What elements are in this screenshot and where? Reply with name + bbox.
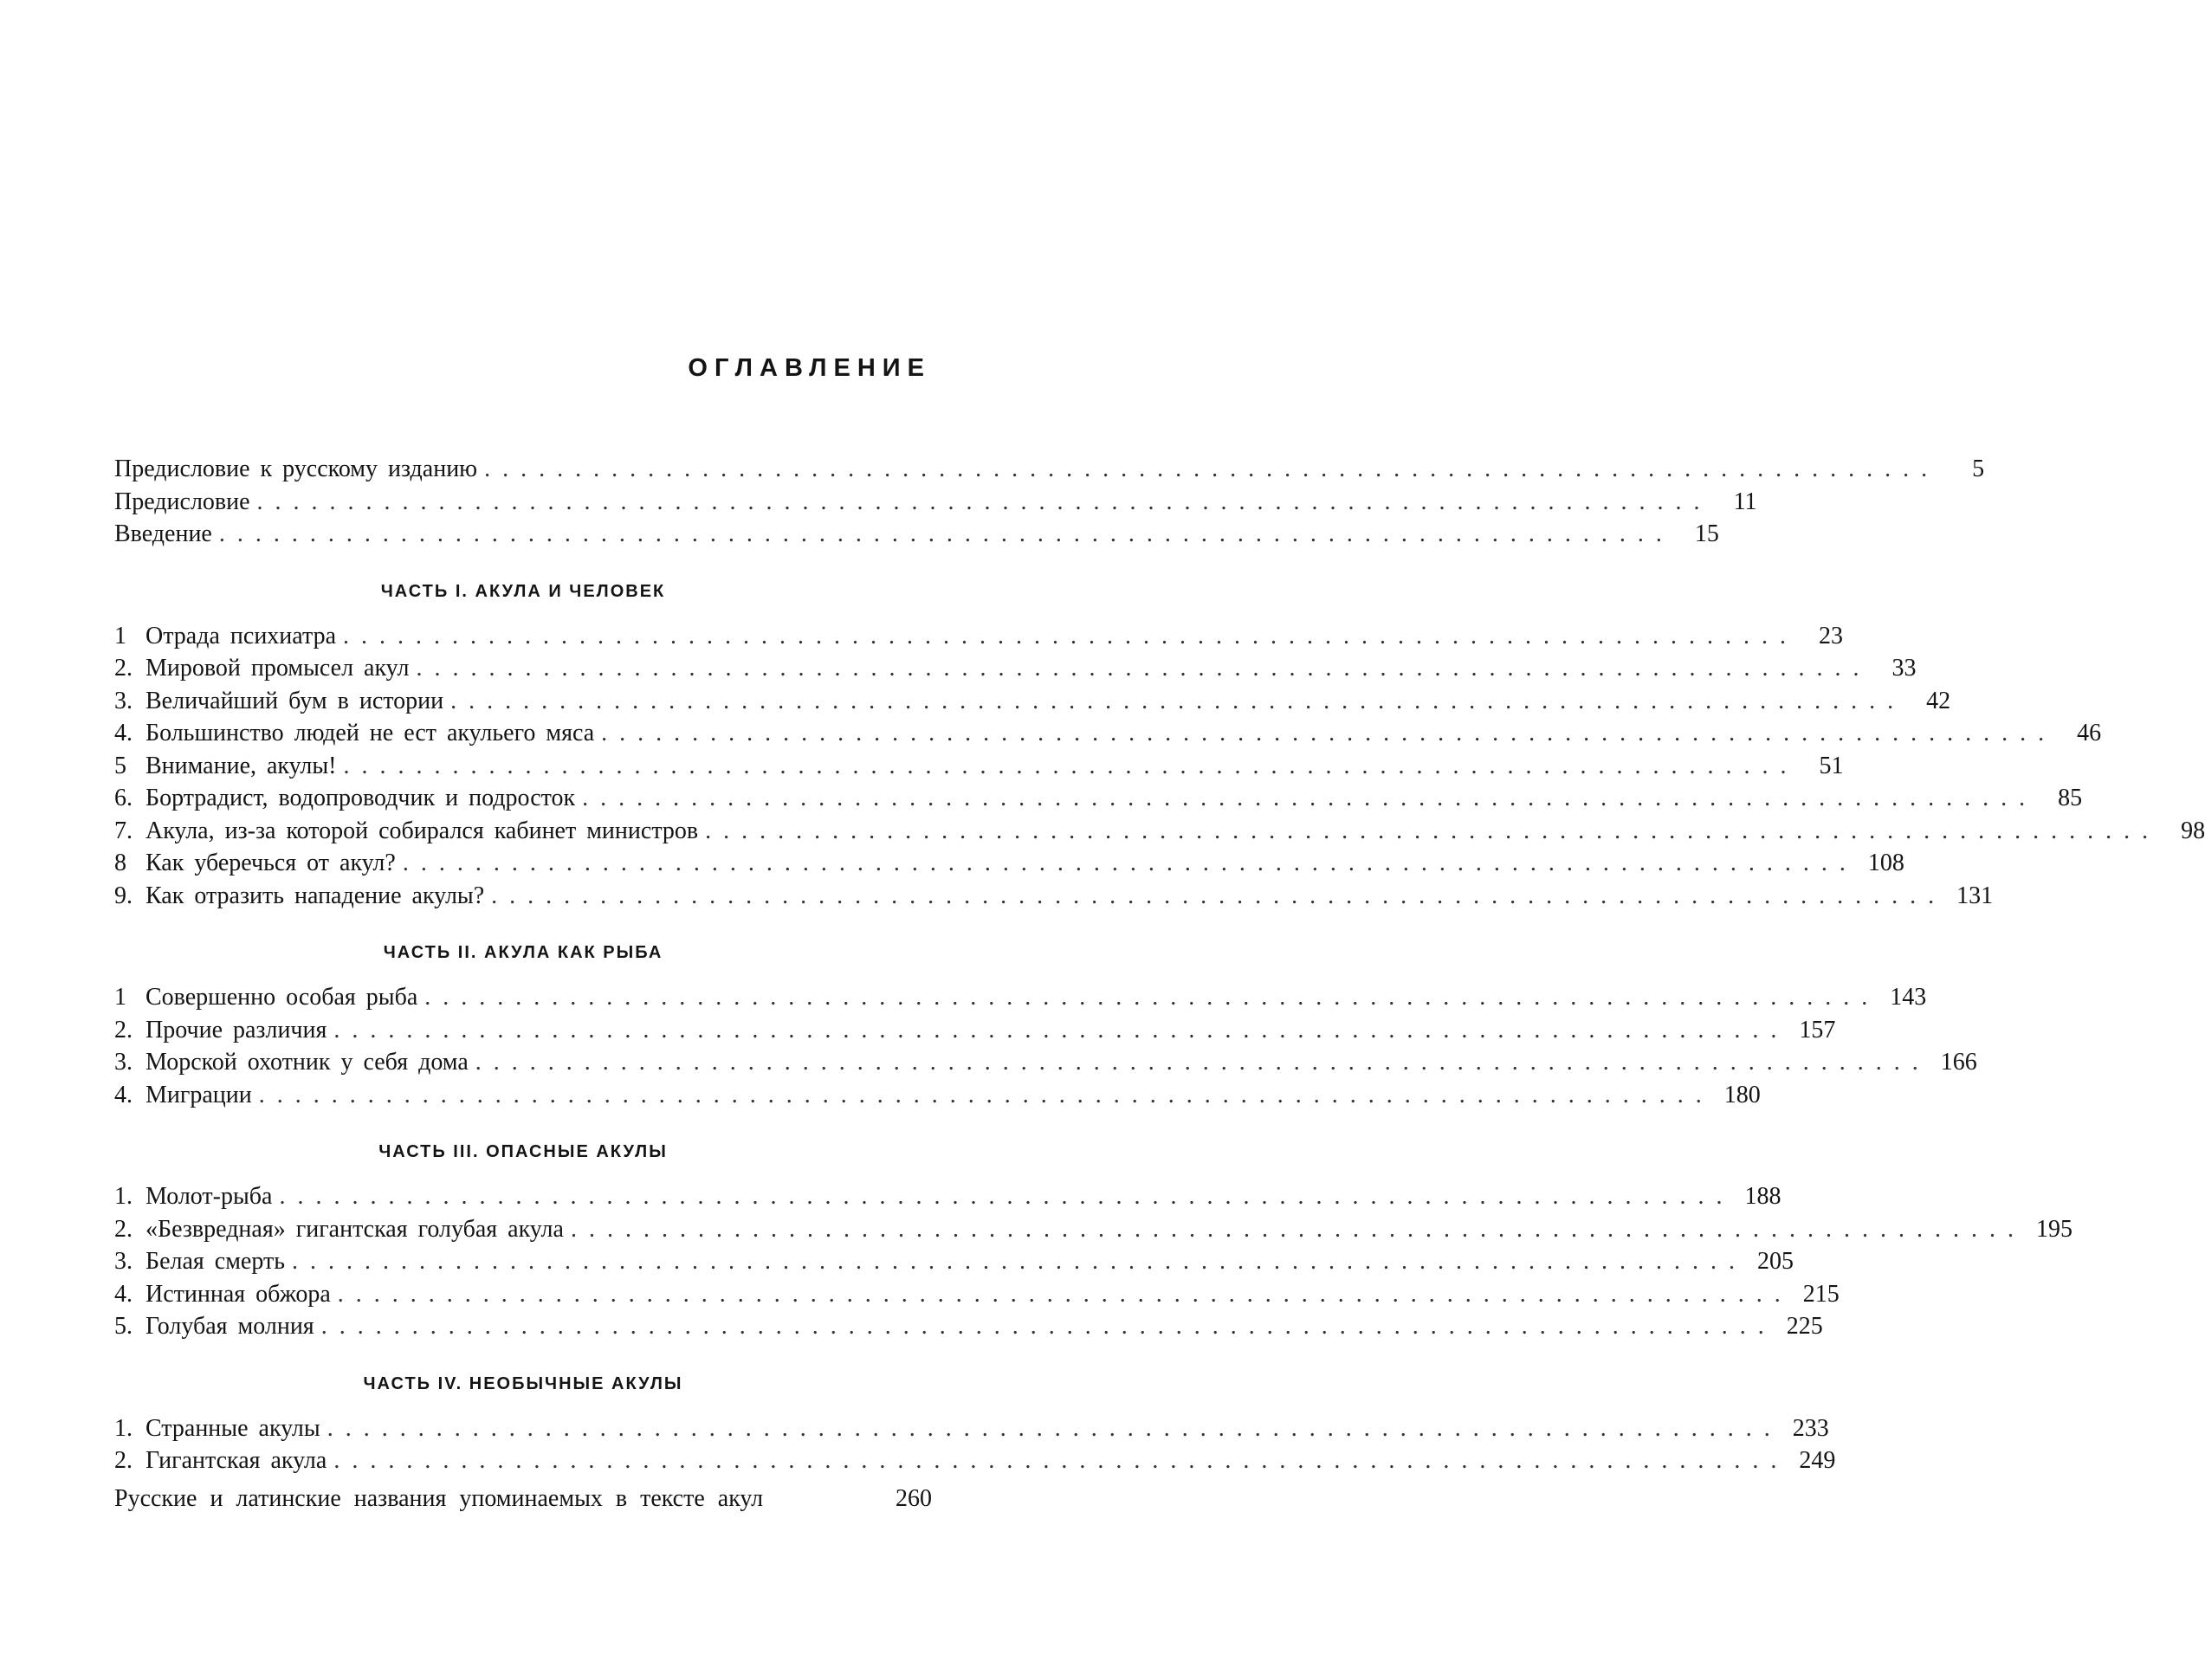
- chapter-page: 51: [1819, 752, 1844, 779]
- chapter-entry: [114, 717, 2102, 750]
- chapter-entry: [114, 620, 1843, 653]
- chapter-page: 249: [1799, 1447, 1836, 1474]
- chapter-entry: [114, 1213, 2072, 1246]
- dot-leader: ................................................................................: [337, 1280, 1793, 1308]
- chapter-title: Как отразить нападение акулы?: [145, 882, 485, 909]
- chapter-number: 4.: [114, 720, 133, 746]
- toc-entry: [114, 518, 1719, 551]
- chapter-entry: [114, 880, 1994, 913]
- back-matter-page: 260: [896, 1484, 932, 1512]
- chapter-entry: [114, 847, 1904, 880]
- dot-leader: ................................................................................: [320, 1313, 1776, 1340]
- chapter-page: 23: [1819, 622, 1843, 649]
- chapter-title: Внимание, акулы!: [145, 752, 337, 779]
- entry-page: 15: [1694, 520, 1719, 547]
- part-section: [114, 1367, 1836, 1515]
- chapter-page: 233: [1792, 1414, 1829, 1442]
- chapter-number: 2.: [114, 655, 133, 682]
- chapter-title: Акула, из-за которой собирался кабинет министров: [145, 817, 699, 844]
- dot-leader: ................................................................................: [256, 488, 1712, 515]
- chapter-page: 188: [1744, 1183, 1781, 1210]
- chapter-title: Прочие различия: [145, 1016, 327, 1044]
- chapter-number: 5.: [114, 1313, 133, 1340]
- chapter-title: Бортрадист, водопроводчик и подросток: [145, 785, 576, 811]
- table-of-contents: [114, 453, 2205, 1515]
- chapter-number: 3.: [114, 687, 133, 714]
- dot-leader: ................................................................................: [258, 1081, 1714, 1108]
- dot-leader: ................................................................................: [491, 882, 1947, 909]
- chapter-entry: [114, 750, 1844, 783]
- chapter-number: 3.: [114, 1049, 133, 1076]
- part-section: [114, 575, 2205, 913]
- chapter-page: 195: [2035, 1215, 2072, 1243]
- dot-leader: ................................................................................: [582, 785, 2038, 811]
- chapter-entry: [114, 1014, 1836, 1047]
- chapter-number: 1.: [114, 1414, 133, 1442]
- chapter-title: Совершенно особая рыба: [145, 984, 418, 1011]
- dot-leader: ................................................................................: [327, 1414, 1782, 1442]
- entry-page: 5: [1972, 456, 1985, 482]
- dot-leader: ................................................................................: [450, 687, 1906, 714]
- chapter-entry: [114, 782, 2083, 815]
- chapter-number: 1: [114, 622, 126, 649]
- part-section: [114, 936, 1977, 1111]
- dot-leader: ................................................................................: [218, 520, 1674, 547]
- chapter-number: 7.: [114, 817, 133, 844]
- entry-title: Введение: [114, 520, 212, 547]
- dot-leader: ................................................................................: [601, 720, 2057, 746]
- entry-title: Предисловие к русскому изданию: [114, 456, 478, 482]
- toc-entry: [114, 486, 1757, 519]
- chapter-title: Морской охотник у себя дома: [145, 1049, 469, 1076]
- chapter-number: 2.: [114, 1447, 133, 1474]
- chapter-number: 1: [114, 984, 126, 1011]
- chapter-entry: [114, 815, 2205, 848]
- toc-entry: [114, 453, 1985, 486]
- chapter-title: Белая смерть: [145, 1248, 285, 1275]
- chapter-title: Молот-рыба: [145, 1183, 273, 1210]
- part-title: ЧАСТЬ I. АКУЛА И ЧЕЛОВЕК: [380, 581, 666, 601]
- chapter-entry: [114, 1278, 1840, 1311]
- chapter-number: 9.: [114, 882, 133, 909]
- chapter-entry: [114, 1310, 1823, 1343]
- chapter-page: 42: [1926, 687, 1951, 714]
- front-matter: [114, 453, 1985, 551]
- dot-leader: ................................................................................: [292, 1248, 1747, 1275]
- chapter-entry: [114, 1079, 1761, 1112]
- chapter-title: Большинство людей не ест акульего мяса: [145, 720, 595, 746]
- part-title: ЧАСТЬ II. АКУЛА КАК РЫБА: [383, 943, 663, 962]
- chapter-page: 33: [1891, 655, 1917, 682]
- part-title: ЧАСТЬ III. ОПАСНЫЕ АКУЛЫ: [378, 1142, 668, 1161]
- dot-leader: ................................................................................: [475, 1049, 1930, 1076]
- chapter-page: 157: [1799, 1016, 1836, 1044]
- chapter-number: 8: [114, 850, 126, 876]
- chapter-entry: [114, 685, 1951, 718]
- dot-leader: ................................................................................: [333, 1016, 1789, 1044]
- chapter-number: 5: [114, 752, 126, 779]
- chapter-number: 4.: [114, 1081, 133, 1108]
- dot-leader: ................................................................................: [705, 817, 2161, 844]
- chapter-page: 98: [2181, 817, 2205, 844]
- chapter-title: Гигантская акула: [145, 1447, 327, 1474]
- chapter-entry: [114, 1412, 1829, 1445]
- dot-leader: ................................................................................: [484, 456, 1940, 482]
- back-matter-title: Русские и латинские названия упоминаемых в тексте акул: [114, 1484, 764, 1512]
- toc-heading: ОГЛАВЛЕНИЕ: [688, 354, 931, 382]
- chapter-page: 46: [2077, 720, 2102, 746]
- entry-page: 11: [1733, 488, 1757, 515]
- chapter-page: 225: [1786, 1313, 1823, 1340]
- entry-title: Предисловие: [114, 488, 250, 515]
- chapter-number: 2.: [114, 1215, 133, 1243]
- chapter-number: 4.: [114, 1280, 133, 1308]
- chapter-title: «Безвредная» гигантская голубая акула: [145, 1215, 564, 1243]
- chapter-number: 1.: [114, 1183, 133, 1210]
- dot-leader: ................................................................................: [570, 1215, 2026, 1243]
- chapter-title: Величайший бум в истории: [145, 687, 444, 714]
- chapter-title: Как уберечься от акул?: [145, 850, 396, 876]
- chapter-title: Мировой промысел акул: [145, 655, 410, 682]
- chapter-title: Истинная обжора: [145, 1280, 331, 1308]
- chapter-number: 2.: [114, 1016, 133, 1044]
- chapter-title: Странные акулы: [145, 1414, 320, 1442]
- dot-leader: ................................................................................: [279, 1183, 1735, 1210]
- chapter-entry: [114, 1180, 1781, 1213]
- chapter-page: 108: [1867, 850, 1904, 876]
- chapter-number: 6.: [114, 785, 133, 811]
- part-title: ЧАСТЬ IV. НЕОБЫЧНЫЕ АКУЛЫ: [363, 1373, 683, 1393]
- chapter-entry: [114, 981, 1927, 1014]
- back-matter-entry: [114, 1483, 932, 1515]
- chapter-title: Отрада психиатра: [145, 622, 336, 649]
- dot-leader: ................................................................................: [343, 752, 1799, 779]
- chapter-entry: [114, 1444, 1836, 1477]
- dot-leader: ................................................................................: [343, 622, 1798, 649]
- dot-leader: ................................................................................: [333, 1447, 1789, 1474]
- chapter-page: 143: [1890, 984, 1927, 1011]
- chapter-page: 166: [1940, 1049, 1977, 1076]
- chapter-title: Голубая молния: [145, 1313, 314, 1340]
- chapter-number: 3.: [114, 1248, 133, 1275]
- chapter-title: Миграции: [145, 1081, 252, 1108]
- dot-leader: ................................................................................: [424, 984, 1880, 1011]
- chapter-entry: [114, 1046, 1977, 1079]
- dot-leader: ................................................................................: [416, 655, 1872, 682]
- chapter-page: 131: [1956, 882, 1994, 909]
- chapter-page: 215: [1802, 1280, 1840, 1308]
- chapter-page: 205: [1757, 1248, 1794, 1275]
- part-section: [114, 1135, 2072, 1343]
- chapter-page: 180: [1723, 1081, 1761, 1108]
- chapter-page: 85: [2058, 785, 2083, 811]
- chapter-entry: [114, 1245, 1794, 1278]
- dot-leader: ................................................................................: [402, 850, 1858, 876]
- chapter-entry: [114, 652, 1917, 685]
